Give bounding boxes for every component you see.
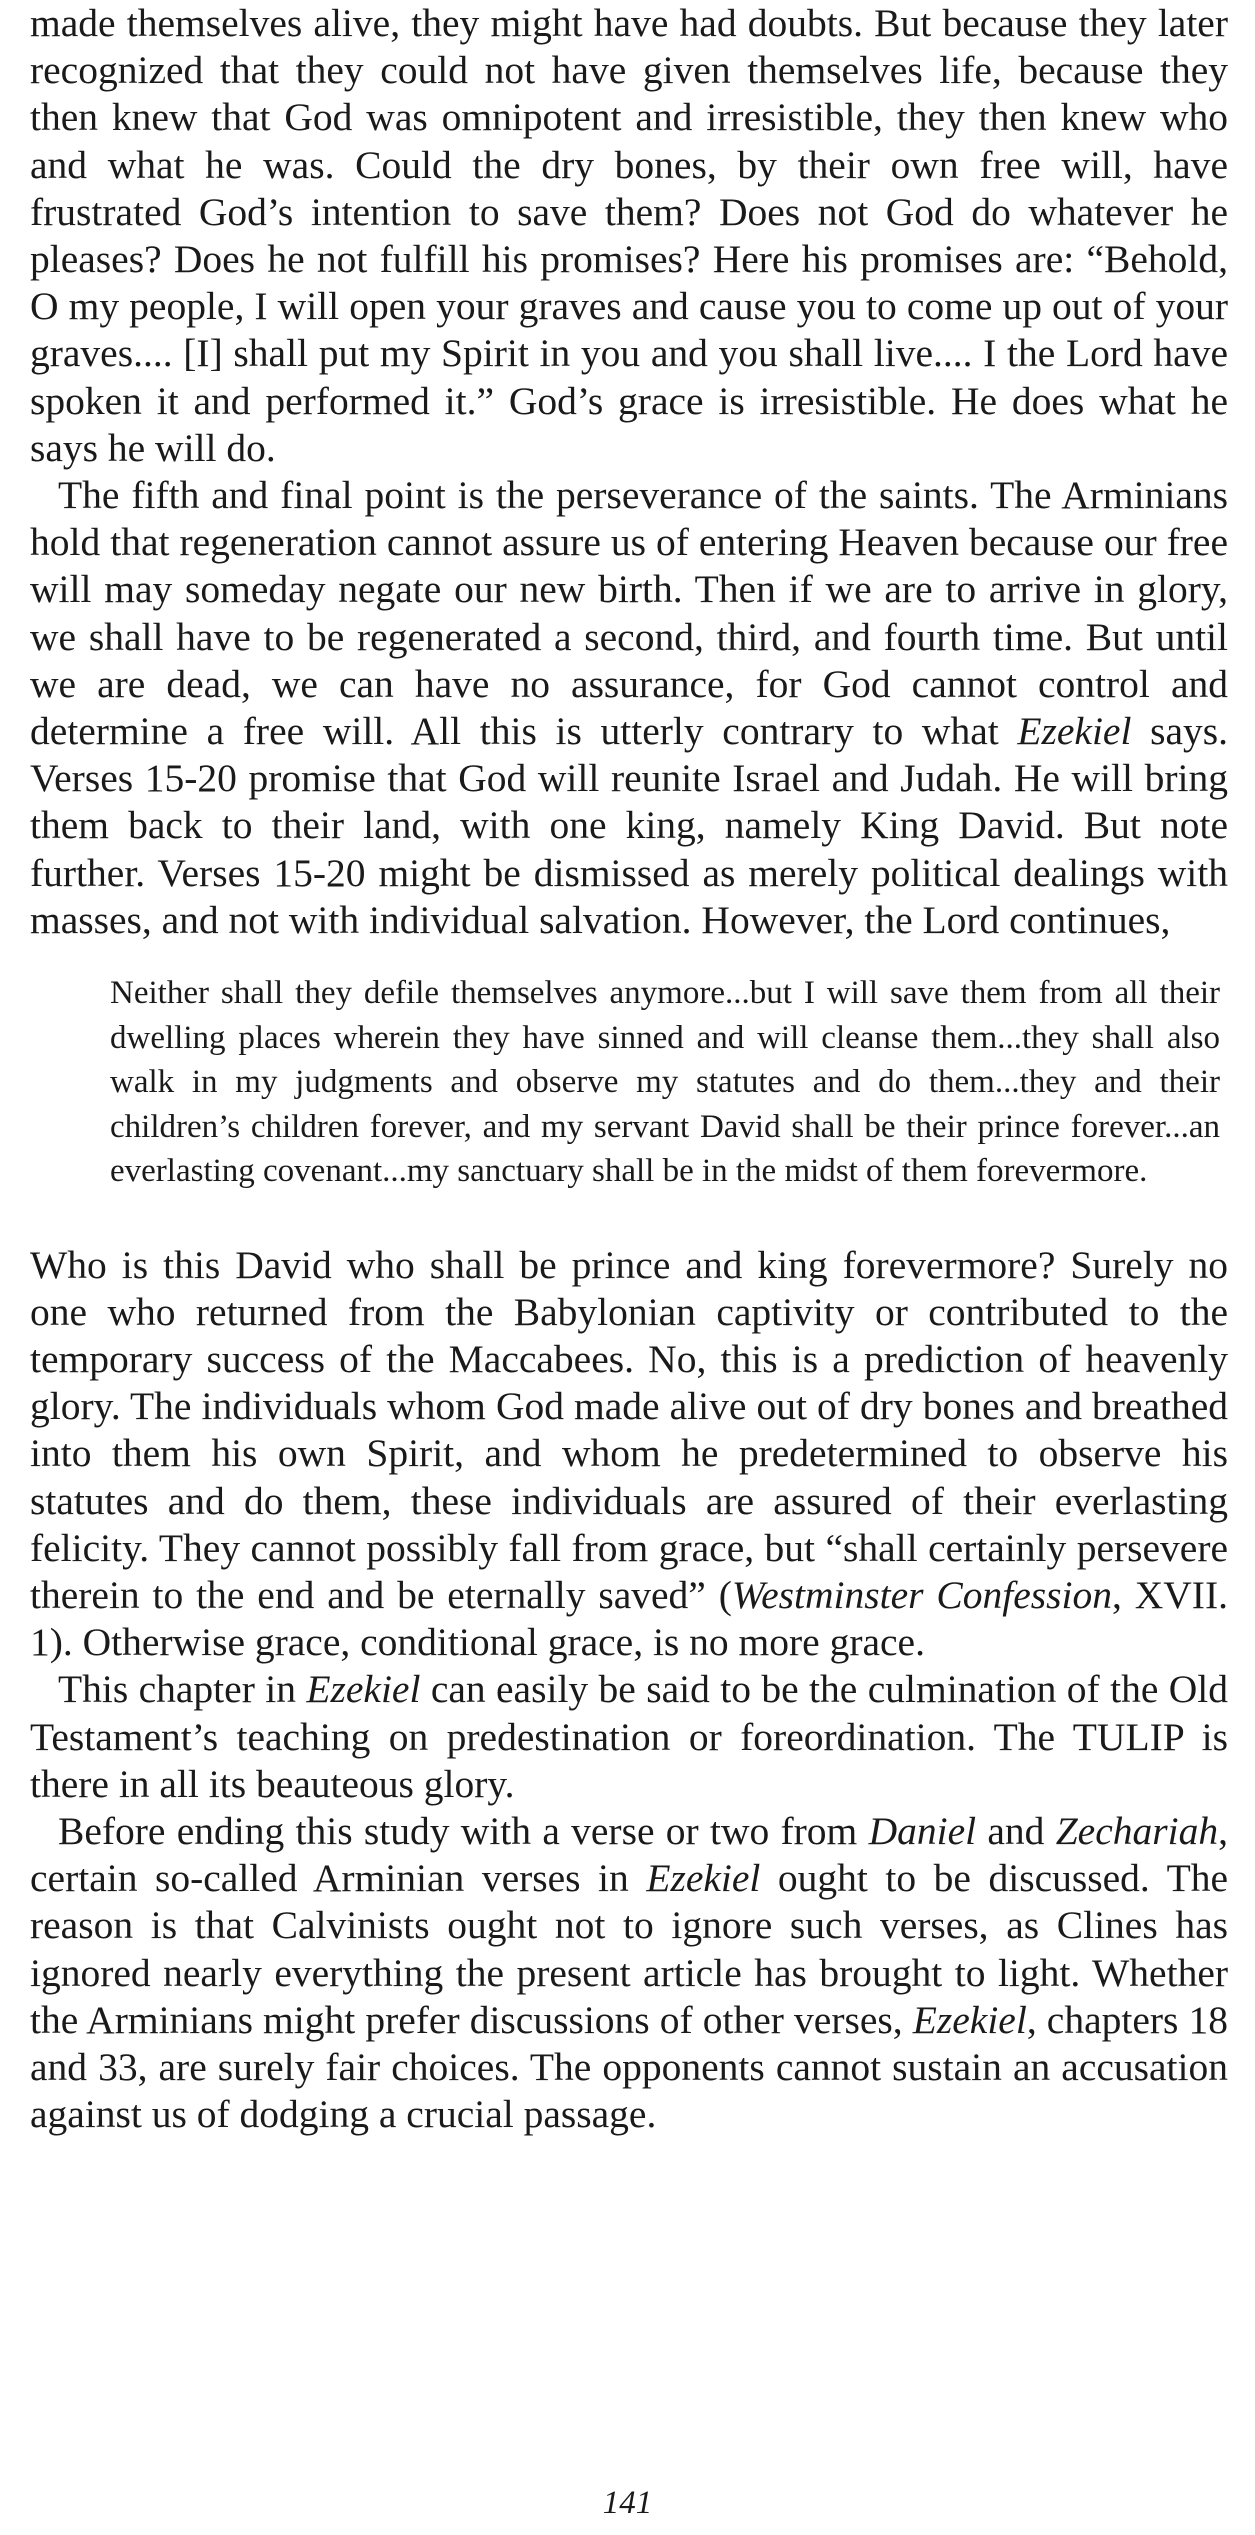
block-quote: Neither shall they defile themselves anymore...but I will save them from all their dwelling places wherein they have sinned and will cleanse them...they shall also walk in my judgments and observe my statutes and do them...they and their children’s children forever, and my servant David shall be their prince forever...an everlasting covenant...my sanctuary shall be in the midst of them forevermore. bbox=[110, 975, 1220, 1190]
paragraph-3-text-b: , XVII. 1). Otherwise grace, conditional grace, is no more grace. bbox=[30, 1572, 1228, 1665]
paragraph-5-text-c: , certain so-called Arminian verses in bbox=[30, 1809, 1228, 1901]
book-title-daniel: Daniel bbox=[868, 1809, 977, 1853]
book-title-zechariah: Zechariah bbox=[1055, 1809, 1219, 1853]
book-title-ezekiel: Ezekiel bbox=[646, 1856, 761, 1901]
paragraph-5 bbox=[30, 1808, 1228, 2138]
paragraph-5-text-d: ought to be discussed. The reason is that Calvinists ought not to ignore such verses, as Clines has ignored nearly everything the present article has brought to light. Whether the Arminians might prefer discussions of other verses, bbox=[30, 1856, 1228, 2042]
book-title-ezekiel: Ezekiel bbox=[306, 1667, 421, 1712]
paragraph-5-text-b: and bbox=[976, 1809, 1056, 1853]
paragraph-3 bbox=[30, 1242, 1228, 1667]
paragraph-2 bbox=[30, 472, 1228, 944]
paragraph-4-text-a: This chapter in bbox=[58, 1667, 307, 1712]
paragraph-2-text-b: says. Verses 15-20 promise that God will reunite Israel and Judah. He will bring them back to their land, with one king, namely King David. But note further. Verses 15-20 might be dismissed as merely political dealings with masses, and not with individual salvation. However, the Lord continues, bbox=[30, 709, 1229, 942]
paragraph-4-text-b: can easily be said to be the culmination of the Old Testament’s teaching on predestination or foreordination. The TULIP is there in all its beauteous glory. bbox=[30, 1667, 1228, 1806]
paragraph-4 bbox=[30, 1666, 1228, 1808]
paragraph-5-text-a: Before ending this study with a verse or two from bbox=[58, 1809, 869, 1853]
paragraph-1-text: made themselves alive, they might have had doubts. But because they later recognized that they could not have given themselves life, because they then knew that God was omnipotent and irresistible, they then knew who and what he was. Could the dry bones, by their own free will, have frustrated God’s intention to save them? Does not God do whatever he pleases? Does he not fulfill his promises? Here his promises are: “Behold, O my people, I will open your graves and cause you to come up out of your graves.... [I] shall put my Spirit in you and you shall live.... I the Lord have spoken it and performed it.” God’s grace is irresistible. He does what he says he will do. bbox=[30, 1, 1228, 470]
book-title-ezekiel: Ezekiel bbox=[1017, 709, 1132, 754]
page-body bbox=[30, 0, 1228, 2138]
page-number: 141 bbox=[602, 2485, 653, 2521]
paragraph-3-text-a: Who is this David who shall be prince and king forevermore? Surely no one who returned from the Babylonian captivity or contributed to the temporary success of the Maccabees. No, this is a prediction of heavenly glory. The individuals whom God made alive out of dry bones and breathed into them his own Spirit, and whom he predetermined to observe his statutes and do them, these individuals are assured of their everlasting felicity. They cannot possibly fall from grace, but “shall certainly persevere therein to the end and be eternally saved” ( bbox=[30, 1242, 1228, 1617]
paragraph-5-text-e: , chapters 18 and 33, are surely fair choices. The opponents cannot sustain an accusation against us of dodging a crucial passage. bbox=[30, 1997, 1228, 2137]
book-title-ezekiel: Ezekiel bbox=[912, 1997, 1027, 2042]
paragraph-1 bbox=[30, 0, 1228, 472]
paragraph-2-text-a: The fifth and final point is the perseverance of the saints. The Arminians hold that regeneration cannot assure us of entering Heaven because our free will may someday negate our new birth. Then if we are to arrive in glory, we shall have to be regenerated a second, third, and fourth time. But until we are dead, we can have no assurance, for God cannot control and determine a free will. All this is utterly contrary to what bbox=[30, 473, 1228, 754]
citation-westminster-confession: Westminster Confession bbox=[731, 1572, 1112, 1617]
